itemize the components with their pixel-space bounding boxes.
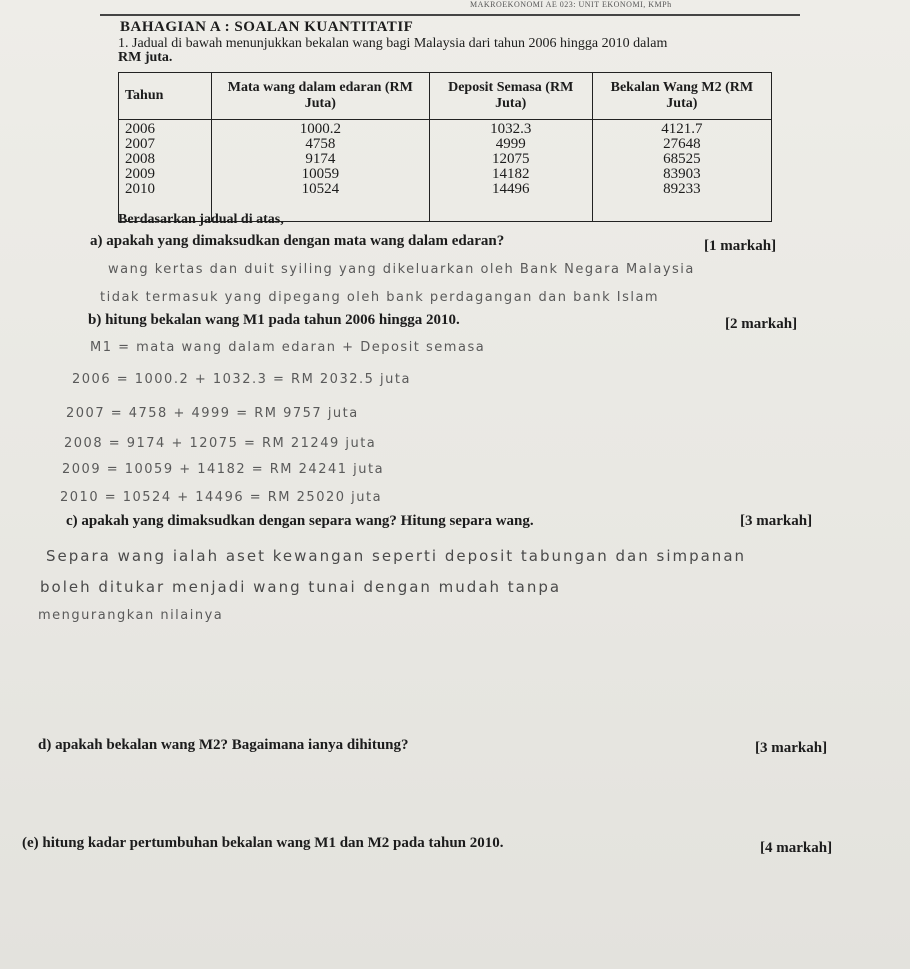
answer-b-2007: 2007 = 4758 + 4999 = RM 9757 juta <box>66 406 359 421</box>
deposit-cell: 14496 <box>491 181 530 198</box>
year-cell: 2007 <box>125 136 155 153</box>
question-1-line-1: 1. Jadual di bawah menunjukkan bekalan wang bagi Malaysia dari tahun 2006 hingga 2010 dalam <box>118 36 668 51</box>
answer-a-line-2: tidak termasuk yang dipegang oleh bank perdagangan dan bank Islam <box>100 290 660 305</box>
header-year: Tahun <box>119 73 212 120</box>
page-header: MAKROEKONOMI AE 023: UNIT EKONOMI, KMPh <box>470 0 672 9</box>
answer-c-line-2: boleh ditukar menjadi wang tunai dengan mudah tanpa <box>40 578 562 596</box>
header-m2: Bekalan Wang M2 (RM Juta) <box>592 73 771 120</box>
m2-cell: 83903 <box>663 166 701 183</box>
m2-column <box>592 120 771 222</box>
question-e: (e) hitung kadar pertumbuhan bekalan wang M1 dan M2 pada tahun 2010. <box>22 835 504 851</box>
answer-b-2010: 2010 = 10524 + 14496 = RM 25020 juta <box>60 490 383 505</box>
header-currency: Mata wang dalam edaran (RM Juta) <box>212 73 430 120</box>
year-cell: 2010 <box>125 181 155 198</box>
question-b: b) hitung bekalan wang M1 pada tahun 2006 hingga 2010. <box>88 312 460 328</box>
year-cell: 2008 <box>125 151 155 168</box>
currency-cell: 9174 <box>305 151 336 168</box>
answer-b-formula: M1 = mata wang dalam edaran + Deposit semasa <box>90 340 486 355</box>
answer-b-2008: 2008 = 9174 + 12075 = RM 21249 juta <box>64 436 377 451</box>
table-body-row <box>119 120 772 222</box>
m2-cell: 89233 <box>663 181 701 198</box>
year-column <box>119 120 212 222</box>
question-a-marks: [1 markah] <box>704 238 777 254</box>
table-caption: Berdasarkan jadual di atas, <box>118 212 284 227</box>
question-c: c) apakah yang dimaksudkan dengan separa wang? Hitung separa wang. <box>66 513 534 529</box>
question-b-marks: [2 markah] <box>725 316 798 332</box>
question-d-marks: [3 markah] <box>755 740 828 756</box>
deposit-cell: 4999 <box>495 136 526 153</box>
header-deposit: Deposit Semasa (RM Juta) <box>429 73 592 120</box>
money-supply-table <box>118 72 772 222</box>
deposit-column <box>429 120 592 222</box>
deposit-cell: 14182 <box>491 166 530 183</box>
question-c-marks: [3 markah] <box>740 513 813 529</box>
m2-cell: 4121.7 <box>661 121 703 138</box>
currency-cell: 10524 <box>301 181 340 198</box>
m2-cell: 27648 <box>663 136 701 153</box>
answer-b-2006: 2006 = 1000.2 + 1032.3 = RM 2032.5 juta <box>72 372 411 387</box>
answer-c-line-1: Separa wang ialah aset kewangan seperti deposit tabungan dan simpanan <box>46 547 747 565</box>
year-cell: 2009 <box>125 166 155 183</box>
header-rule <box>100 14 800 16</box>
section-title: BAHAGIAN A : SOALAN KUANTITATIF <box>120 19 414 35</box>
currency-column <box>212 120 430 222</box>
m2-cell: 68525 <box>663 151 701 168</box>
question-e-marks: [4 markah] <box>760 840 833 856</box>
question-a: a) apakah yang dimaksudkan dengan mata wang dalam edaran? <box>90 233 505 249</box>
deposit-cell: 12075 <box>491 151 530 168</box>
deposit-cell: 1032.3 <box>490 121 532 138</box>
answer-b-2009: 2009 = 10059 + 14182 = RM 24241 juta <box>62 462 385 477</box>
answer-c-line-3: mengurangkan nilainya <box>38 608 224 623</box>
currency-cell: 4758 <box>305 136 336 153</box>
table-header-row <box>119 73 772 120</box>
answer-a-line-1: wang kertas dan duit syiling yang dikeluarkan oleh Bank Negara Malaysia <box>108 262 695 277</box>
currency-cell: 1000.2 <box>299 121 341 138</box>
year-cell: 2006 <box>125 121 155 138</box>
question-d: d) apakah bekalan wang M2? Bagaimana ianya dihitung? <box>38 737 409 753</box>
question-1-line-2: RM juta. <box>118 50 173 65</box>
currency-cell: 10059 <box>301 166 340 183</box>
